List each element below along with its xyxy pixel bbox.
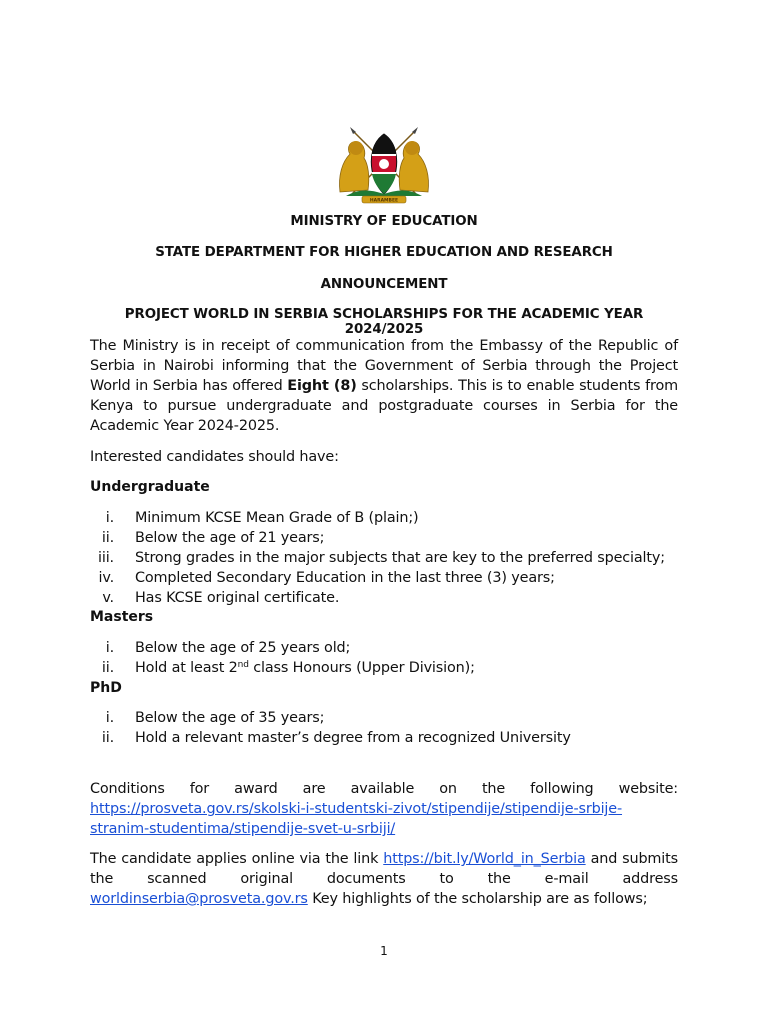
masters-list: [90, 638, 475, 678]
list-item: i. Below the age of 35 years;: [105, 710, 325, 726]
scholarship-title: PROJECT WORLD IN SERBIA SCHOLARSHIPS FOR THE ACADEMIC YEAR 2024/2025: [124, 307, 644, 337]
undergraduate-list: [90, 508, 665, 608]
list-item: iii. Strong grades in the major subjects that are key to the preferred specialty;: [98, 550, 665, 566]
interested-candidates: Interested candidates should have:: [90, 449, 339, 465]
page-number: 1: [380, 944, 388, 958]
phd-list: [90, 708, 571, 748]
masters-heading: Masters: [90, 609, 154, 625]
list-item: ii. Hold at least 2nd class Honours (Upper Division);: [101, 660, 475, 676]
undergraduate-heading: Undergraduate: [90, 479, 210, 495]
apply-paragraph: The candidate applies online via the link https://bit.ly/World_in_Serbia and submits the scanned original documents to the e-mail address worldinserbia@prosveta.gov.rs Key highlights of the scholarship are as follows;: [90, 851, 678, 907]
intro-text-1: The Ministry is in receipt of communication from the Embassy of the Republic of Serbia in Nairobi informing that the Government of Serbia through the Project World in Serbia has offered: [90, 338, 678, 394]
list-item: v. Has KCSE original certificate.: [102, 590, 340, 606]
conditions-link-block: [90, 799, 678, 839]
phd-heading: PhD: [90, 680, 122, 696]
list-item: iv. Completed Secondary Education in the last three (3) years;: [98, 570, 555, 586]
conditions-link[interactable]: https://prosveta.gov.rs/skolski-i-studentski-zivot/stipendije/stipendije-srbije- stranim-studentima/stipendije-svet-u-srbiji/: [90, 801, 623, 837]
announcement-heading: ANNOUNCEMENT: [320, 277, 448, 292]
crest-motto: HARAMBEE: [369, 198, 399, 204]
intro-text-2: scholarships. This is to enable students from Kenya to pursue undergraduate and postgraduate courses in Serbia for the Academic Year 2024-2025.: [90, 378, 679, 434]
email-link[interactable]: worldinserbia@prosveta.gov.rs: [90, 891, 308, 907]
list-item: ii. Hold a relevant master’s degree from a recognized University: [101, 730, 571, 746]
kenya-coat-of-arms-icon: [332, 124, 436, 204]
conditions-text: Conditions for award are available on the following website:: [90, 781, 678, 797]
department-heading: STATE DEPARTMENT FOR HIGHER EDUCATION AND RESEARCH: [155, 245, 613, 260]
scholarship-count: Eight (8): [287, 378, 357, 394]
list-item: i. Below the age of 25 years old;: [105, 640, 351, 656]
list-item: i. Minimum KCSE Mean Grade of B (plain;): [105, 510, 419, 526]
list-item: ii. Below the age of 21 years;: [101, 530, 325, 546]
intro-paragraph: [90, 336, 678, 436]
ministry-heading: MINISTRY OF EDUCATION: [290, 214, 478, 229]
application-link[interactable]: https://bit.ly/World_in_Serbia: [383, 851, 586, 867]
